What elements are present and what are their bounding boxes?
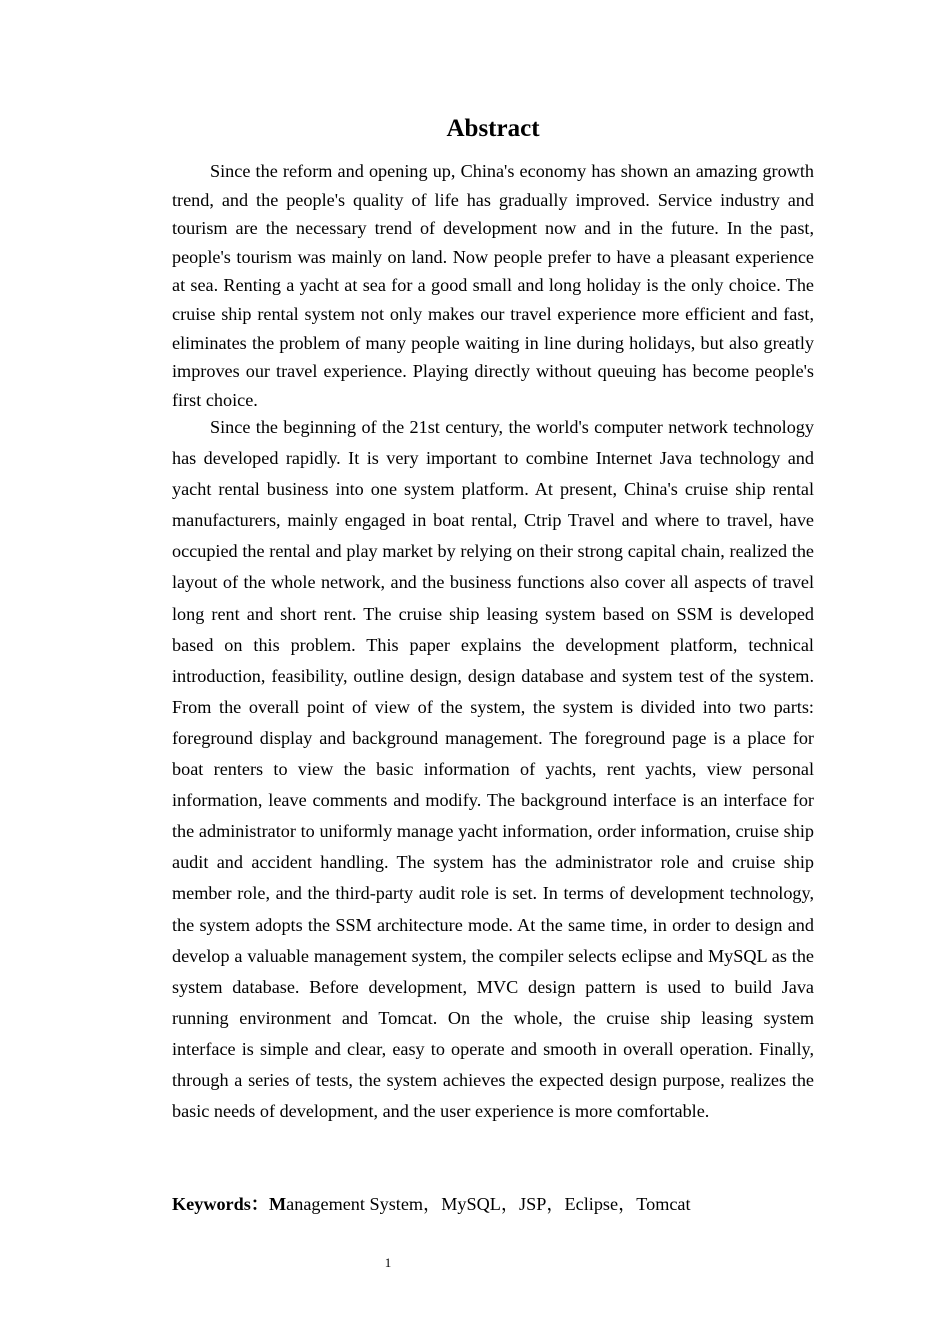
abstract-title: Abstract bbox=[446, 115, 540, 142]
abstract-paragraph-1: Since the reform and opening up, China's economy has shown an amazing growth trend, and the people's quality of life has gradually improved. Service industry and tourism are the necessary trend of development now and in the future. In the past, people's tourism was mainly on land. Now people prefer to have a pleasant experience at sea. Renting a yacht at sea for a good small and long holiday is the only choice. The cruise ship rental system not only makes our travel experience more efficient and fast, eliminates the problem of many people waiting in line during holidays, but also greatly improves our travel experience. Playing directly without queuing has become people's first choice. bbox=[172, 161, 814, 410]
keywords-list: anagement System，MySQL，JSP，Eclipse，Tomcat bbox=[286, 1194, 691, 1214]
page-number: 1 bbox=[384, 1255, 392, 1270]
keywords-first-letter: M bbox=[269, 1194, 287, 1214]
keywords-label: Keywords： bbox=[172, 1194, 269, 1214]
abstract-paragraph-2: Since the beginning of the 21st century, the world's computer network technology has developed rapidly. It is very important to combine Internet Java technology and yacht rental business into one system platform. At present, China's cruise ship rental manufacturers, mainly engaged in boat rental, Ctrip Travel and where to travel, have occupied the rental and play market by relying on their strong capital chain, realized the layout of the whole network, and the business functions also cover all aspects of travel long rent and short rent. The cruise ship leasing system based on SSM is developed based on this problem. This paper explains the development platform, technical introduction, feasibility, outline design, design database and system test of the system. From the overall point of view of the system, the system is divided into two parts: foreground display and background management. The foreground page is a place for boat renters to view the basic information of yachts, rent yachts, view personal information, leave comments and modify. The background interface is an interface for the administrator to uniformly manage yacht information, order information, cruise ship audit and accident handling. The system has the administrator role and cruise ship member role, and the third-party audit role is set. In terms of development technology, the system adopts the SSM architecture mode. At the same time, in order to design and develop a valuable management system, the compiler selects eclipse and MySQL as the system database. Before development, MVC design pattern is used to build Java running environment and Tomcat. On the whole, the cruise ship leasing system interface is simple and clear, easy to operate and smooth in overall operation. Finally, through a series of tests, the system achieves the expected design purpose, realizes the basic needs of development, and the user experience is more comfortable. bbox=[172, 417, 814, 1122]
keywords-line bbox=[172, 1189, 814, 1220]
